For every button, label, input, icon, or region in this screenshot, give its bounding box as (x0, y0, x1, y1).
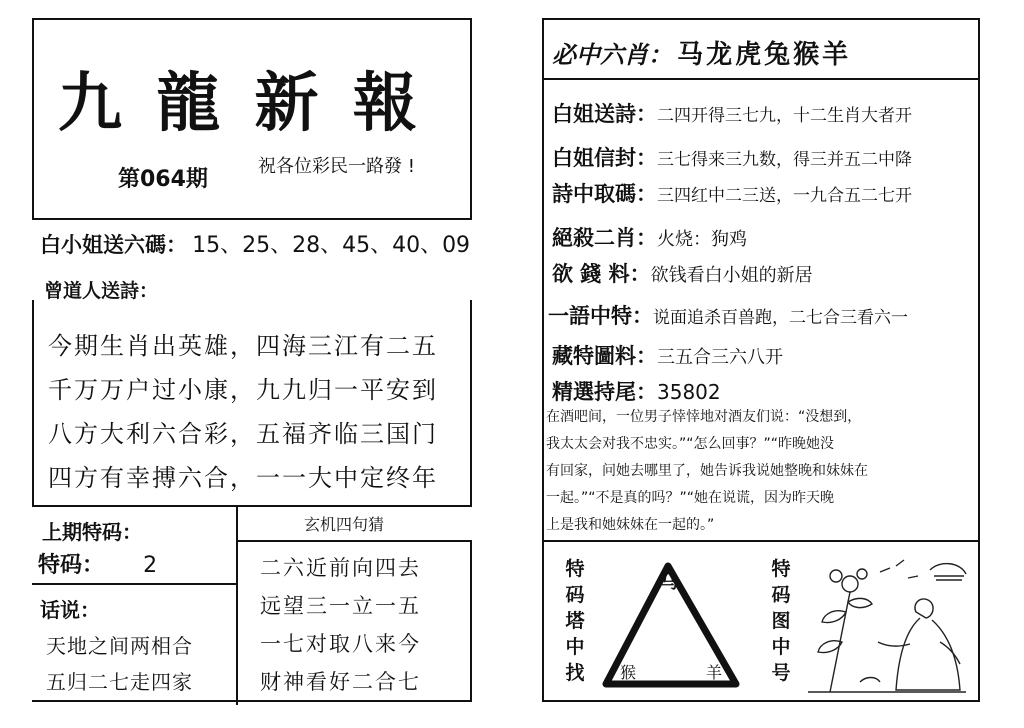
info-row (552, 98, 912, 128)
row-value: 火烧：狗鸡 (657, 229, 747, 250)
row-value: 欲钱看白小姐的新居 (650, 265, 813, 286)
row-value: 三五合三六八开 (657, 347, 783, 368)
last-code-row (38, 548, 157, 579)
tower-char: 特 (771, 558, 791, 580)
row-label: 精選持尾： (552, 380, 657, 404)
row-value: 三四红中二三送，一九合五二七开 (657, 186, 912, 206)
greeting-text: 祝各位彩民一路發 ! (258, 156, 415, 177)
riddle-line: 一七对取八来今 (260, 632, 421, 656)
last-code-label: 特码： (38, 553, 105, 578)
story-line: 我太太会对我不忠实。”“怎么回事？”“昨晚她没 (546, 436, 835, 452)
tower-left-column (562, 556, 588, 686)
six-codes-label: 白小姐送六碼： (40, 233, 187, 257)
story-line: 一起。”“不是真的吗？”“她在说谎，因为昨天晚 (546, 490, 835, 506)
tower-char: 号 (771, 662, 791, 684)
tower-char: 图 (771, 610, 791, 632)
tower-char: 中 (771, 636, 791, 658)
tower-char: 中 (565, 636, 585, 658)
triangle-left-label: 猴 (620, 663, 637, 682)
story-line: 有回家，问她去哪里了，她告诉我说她整晚和妹妹在 (546, 463, 868, 479)
riddle-line: 远望三一立一五 (260, 594, 421, 618)
info-row (552, 222, 747, 252)
row-label: 詩中取碼： (552, 182, 657, 206)
six-codes-value: 15、25、28、45、40、09 (192, 233, 471, 258)
poem-line: 今期生肖出英雄，四海三江有二五 (48, 332, 438, 360)
row-label: 藏特圖料： (552, 344, 657, 368)
tower-right-column (768, 556, 794, 686)
poem-line: 四方有幸搏六合，一一大中定终年 (48, 464, 438, 492)
row-label: 絕殺二肖： (552, 226, 657, 250)
info-row (552, 142, 912, 172)
six-zodiac-value: 马龙虎兔猴羊 (677, 40, 852, 70)
info-row (552, 258, 813, 288)
last-code-title: 上期特码： (42, 520, 142, 544)
info-row (552, 178, 912, 208)
six-codes-row (40, 228, 470, 259)
triangle-top-label: 马 (660, 572, 678, 593)
story-block (546, 404, 978, 539)
story-line: 在酒吧间，一位男子悻悻地对酒友们说：“没想到， (546, 409, 862, 425)
tower-char: 塔 (565, 610, 585, 632)
poem-header: 曾道人送詩： (44, 280, 159, 302)
riddle-line: 财神看好二合七 (260, 670, 421, 694)
row-value: 35802 (657, 380, 721, 404)
tower-char: 码 (771, 584, 791, 606)
lady-with-flowers-illustration (800, 552, 972, 696)
riddle-title: 玄机四句猜 (304, 515, 385, 534)
row-label: 白姐信封： (552, 146, 657, 170)
triangle-right-label: 羊 (706, 663, 723, 682)
poem-line: 八方大利六合彩，五福齐临三国门 (48, 420, 438, 448)
six-zodiac-label: 必中六肖： (552, 41, 672, 69)
row-value: 三七得来三九数，得三并五二中降 (657, 150, 912, 170)
last-code-value: 2 (143, 553, 158, 578)
story-line: 上是我和她妹妹在一起的。” (546, 517, 715, 533)
row-label: 白姐送詩： (552, 102, 657, 126)
riddle-line: 二六近前向四去 (260, 556, 421, 580)
info-row (552, 376, 721, 406)
saying-line: 天地之间两相合 (46, 634, 193, 658)
masthead-title: 九 龍 新 報 (58, 67, 423, 141)
tower-char: 码 (565, 584, 585, 606)
info-row (548, 300, 908, 330)
info-row (552, 340, 783, 370)
poem-line: 千万万户过小康，九九归一平安到 (48, 376, 438, 404)
row-label: 一語中特： (548, 304, 653, 328)
tower-char: 特 (565, 558, 585, 580)
issue-number: 第064期 (118, 167, 208, 192)
row-value: 说面追杀百兽跑，二七合三看六一 (653, 308, 908, 328)
six-zodiac-row (552, 34, 851, 71)
row-value: 二四开得三七九，十二生肖大者开 (657, 106, 912, 126)
tower-char: 找 (565, 662, 585, 684)
saying-line: 五归二七走四家 (46, 670, 193, 694)
saying-title: 话说： (40, 598, 100, 622)
row-label: 欲 錢 料： (552, 262, 651, 286)
